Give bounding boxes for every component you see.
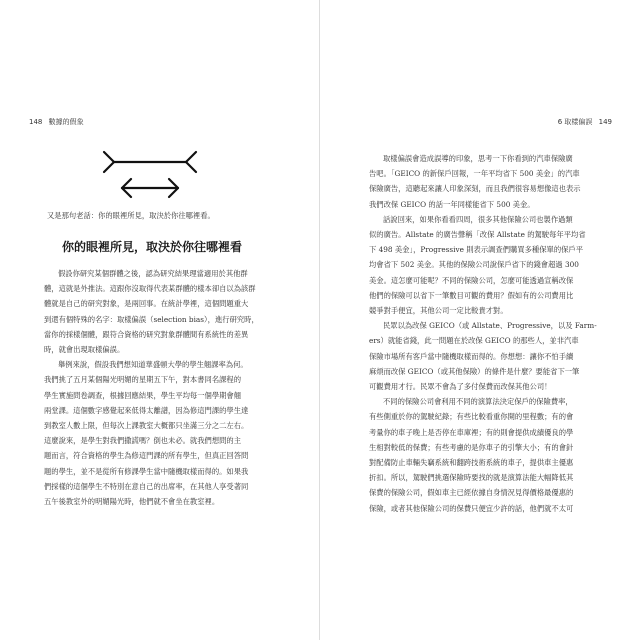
text-line: 體就是自己的研究對象，是兩回事。在統計學裡，這個問題重大 (44, 299, 249, 309)
text-line: 舉例來說，假設我們想知道華盛頓大學的學生翹課率為何。 (58, 360, 248, 370)
chapter-title: 取樣偏誤 (564, 118, 593, 126)
text-line: 假設你研究某個群體之後，認為研究結果理當適用於其他群 (58, 269, 248, 278)
text-line: 折扣。所以，駕駛們挑選保險時要找的就是演算法能大幅降低其 (369, 473, 574, 483)
text-line: 保險廣告，這聽起來讓人印象深刻，而且我們很容易想像這也表示 (369, 184, 581, 194)
text-line: 題而言，符合資格的學生為修這門課的所有學生，但真正回答問 (44, 451, 249, 461)
text-line: 民眾以為改保 GEICO（或 Allstate、Progressive，以及 Farm- (383, 321, 597, 331)
left-page (0, 0, 319, 640)
right-body-text (369, 151, 620, 516)
chapter-number: 6 (557, 118, 563, 126)
text-line: 麻煩而改保 GEICO（或其他保險）的條件是什麼？要能省下一筆 (369, 366, 580, 376)
text-line: 競爭對手便宜，其他公司一定比較貴才對。 (369, 306, 508, 316)
text-line: 不同的保險公司會利用不同的演算法決定保戶的保險費率， (383, 397, 573, 407)
text-line: 美金。這怎麼可能呢？不同的保險公司，怎麼可能透過宣稱改保 (369, 275, 574, 285)
text-line: 告吧。「GEICO 的新保戶回報，一年平均省下 500 美金」的汽車 (369, 169, 580, 179)
section-title: 你的眼裡所見，取決於你往哪裡看 (62, 240, 243, 254)
text-line: 可觀費用才行。民眾不會為了多付保費而改保其他公司！ (369, 382, 552, 392)
text-line: 均會省下 502 美金。其他的保險公司說保戶省下的錢會超過 300 (369, 260, 579, 270)
text-line: 當你的採樣個體，跟符合資格的研究對象群體間有系統性的差異 (44, 329, 249, 339)
text-line: 取樣偏誤會造成誤導的印象，思考一下你看到的汽車保險廣 (383, 154, 573, 163)
text-line: 有些側重於你的駕駛紀錄；有些比較看重你開的里程數；有的會 (369, 412, 574, 422)
text-line: 學生實施問卷調查，根據回應結果，學生平均每一個學期會翹 (44, 390, 242, 400)
text-line: 五午後教室外的明媚陽光時，他們就不會坐在教室裡。 (44, 497, 220, 507)
text-line: 這麼說來，是學生對我們撒謊嗎？倒也未必。就我們想問的主 (44, 436, 242, 446)
text-line: 我們挑了五月某個陽光明媚的星期五下午，對本書同名課程的 (44, 375, 242, 385)
text-line: 生相對較低的保費；有些考慮的是你車子的引擎大小；有的會針 (369, 442, 574, 452)
text-line: 似的廣告。Allstate 的廣告聲稱「改保 Allstate 的駕駛每年平均省 (369, 230, 586, 240)
text-line: 對配備防止車輛失竊系統和翻跨技術系統的車子，提供車主優惠 (369, 458, 574, 468)
text-line: 下 498 美金」，Progressive 則表示調查們購買多種保單的保戶平 (369, 245, 584, 255)
book-title: 數據的假象 (48, 118, 84, 126)
text-line: 時，就會出現取樣偏誤。 (44, 345, 125, 355)
text-line: 保險，或者其他保險公司的保費只便宜少許的話，他們就不太可 (369, 503, 574, 513)
text-line: 考量你的車子晚上是否停在車庫裡；有的則會提供成績優良的學 (369, 427, 574, 437)
left-page-number: 148 (29, 118, 43, 126)
text-line: 我們改保 GEICO 的話一年同樣能省下 500 美金。 (369, 199, 535, 209)
text-line: 兩堂課。這個數字感覺起來低得太離譜，因為修這門課的學生達 (44, 405, 249, 415)
text-line: 體，這就是外推法。這跟你沒取得代表某群體的樣本卻自以為該群 (44, 284, 256, 294)
text-line: 保險市場所有客戶當中隨機取樣而得的。你想想：讓你不怕手續 (369, 351, 574, 361)
text-line: 題的學生，並不是從所有修課學生當中隨機取樣而得的。如果我 (44, 466, 249, 476)
figure-caption: 又是那句老話：你的眼裡所見，取決於你往哪裡看。 (47, 211, 215, 220)
text-line: 到還有個特殊的名字：取樣偏誤（selection bias），進行研究時， (44, 314, 259, 324)
text-line: 話說回來，如果你看看四周，很多其他保險公司也製作過類 (383, 214, 573, 224)
text-line: 們採樣的這個學生不特別在意自己的出席率，在其他人享受著同 (44, 481, 249, 491)
right-page-header (558, 117, 616, 127)
text-line: 到教室人數上限，但每次上課教室大概都只坐滿三分之二左右。 (44, 421, 249, 431)
right-page-number: 149 (598, 118, 612, 126)
right-page (320, 0, 640, 640)
left-body-text (44, 266, 291, 509)
text-line: 保費的保險公司，假如車主已經依據自身情況見得價格最優惠的 (369, 488, 574, 498)
text-line: 他們的保險可以省下一筆數目可觀的費用？假如有的公司費用比 (369, 290, 574, 300)
left-page-header (25, 117, 84, 127)
muller-lyer-illusion (100, 148, 200, 200)
text-line: ers）就能省錢，此一問題在於改保 GEICO 的那些人，並非汽車 (369, 336, 579, 346)
